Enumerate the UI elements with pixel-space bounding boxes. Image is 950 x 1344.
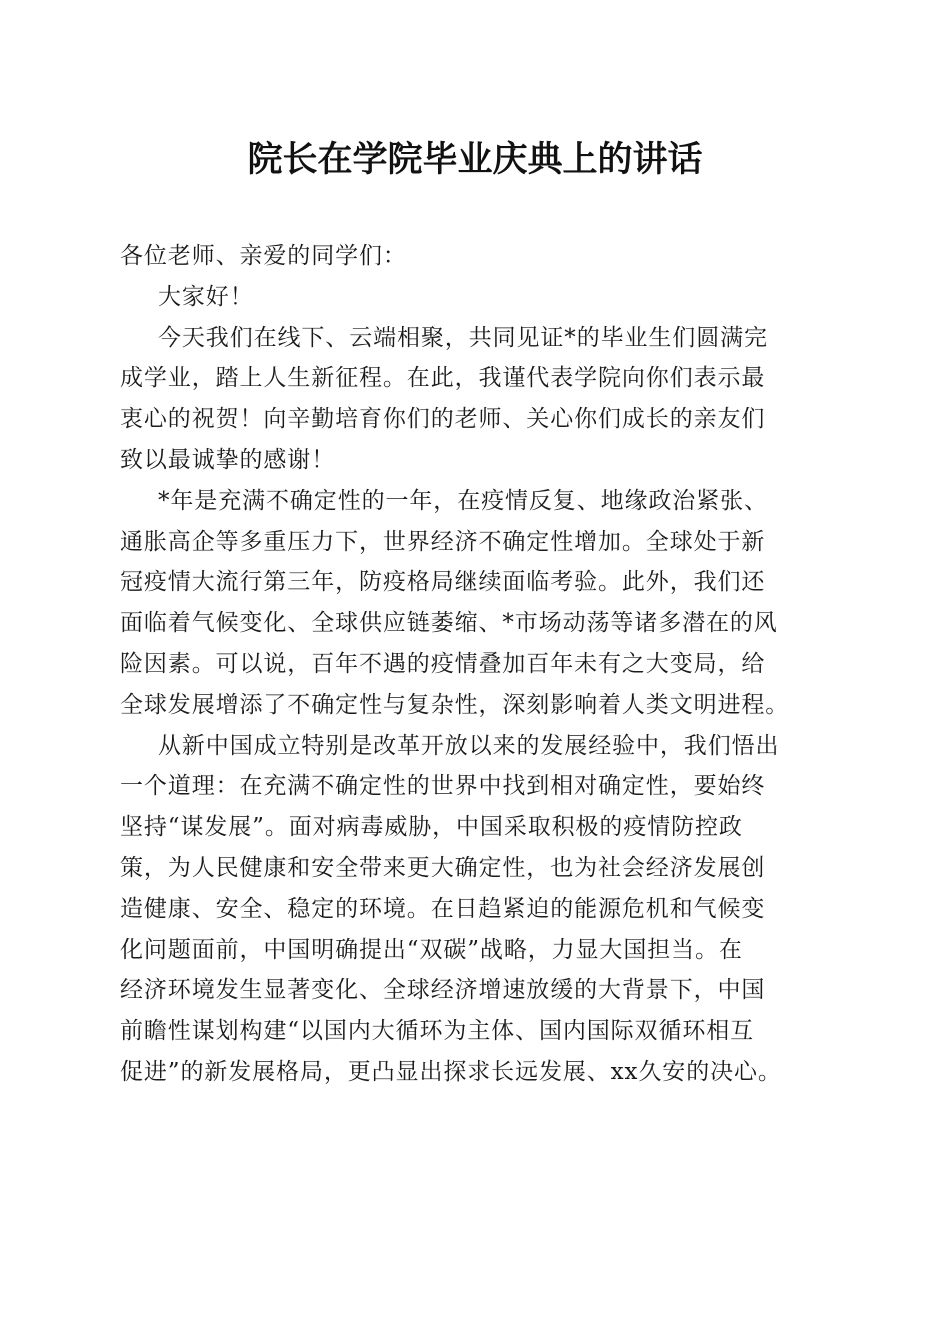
paragraph-3-line-5: 造健康、安全、稳定的环境。在日趋紧迫的能源危机和气候变 bbox=[120, 895, 766, 922]
paragraph-3-line-6: 化问题面前，中国明确提出“双碳”战略，力显大国担当。在 bbox=[120, 936, 743, 963]
paragraph-3-line-8: 前瞻性谋划构建“以国内大循环为主体、国内国际双循环相互 bbox=[120, 1018, 755, 1045]
document-body bbox=[120, 236, 832, 1093]
paragraph-2-line-6: 全球发展增添了不确定性与复杂性，深刻影响着人类文明进程。 bbox=[120, 691, 790, 718]
paragraph-1-line-1: 今天我们在线下、云端相聚，共同见证*的毕业生们圆满完 bbox=[158, 324, 768, 351]
paragraph-1-line-4: 致以最诚挚的感谢！ bbox=[120, 446, 336, 473]
paragraph-3-line-1: 从新中国成立特别是改革开放以来的发展经验中，我们悟出 bbox=[158, 732, 780, 759]
paragraph-3-line-4: 策，为人民健康和安全带来更大确定性，也为社会经济发展创 bbox=[120, 854, 766, 881]
greeting-line: 大家好！ bbox=[158, 283, 254, 310]
paragraph-2-line-5: 险因素。可以说，百年不遇的疫情叠加百年未有之大变局，给 bbox=[120, 650, 766, 677]
paragraph-3-line-7: 经济环境发生显著变化、全球经济增速放缓的大背景下，中国 bbox=[120, 977, 766, 1004]
paragraph-2-line-3: 冠疫情大流行第三年，防疫格局继续面临考验。此外，我们还 bbox=[120, 569, 766, 596]
paragraph-2-line-4: 面临着气候变化、全球供应链萎缩、*市场动荡等诸多潜在的风 bbox=[120, 610, 778, 637]
paragraph-1-line-2: 成学业，踏上人生新征程。在此，我谨代表学院向你们表示最 bbox=[120, 365, 766, 392]
document-title: 院长在学院毕业庆典上的讲话 bbox=[247, 139, 703, 180]
paragraph-2-line-2: 通胀高企等多重压力下，世界经济不确定性增加。全球处于新 bbox=[120, 528, 766, 555]
paragraph-3-line-9: 促进”的新发展格局，更凸显出探求长远发展、xx久安的决心。 bbox=[120, 1058, 782, 1085]
paragraph-3-line-3: 坚持“谋发展”。面对病毒威胁，中国采取积极的疫情防控政 bbox=[120, 814, 743, 841]
paragraph-3-line-2: 一个道理：在充满不确定性的世界中找到相对确定性，要始终 bbox=[120, 773, 766, 800]
salutation-line: 各位老师、亲爱的同学们： bbox=[120, 243, 407, 269]
paragraph-2-line-1: *年是充满不确定性的一年，在疫情反复、地缘政治紧张、 bbox=[158, 487, 768, 514]
paragraph-1-line-3: 衷心的祝贺！向辛勤培育你们的老师、关心你们成长的亲友们 bbox=[120, 406, 766, 433]
